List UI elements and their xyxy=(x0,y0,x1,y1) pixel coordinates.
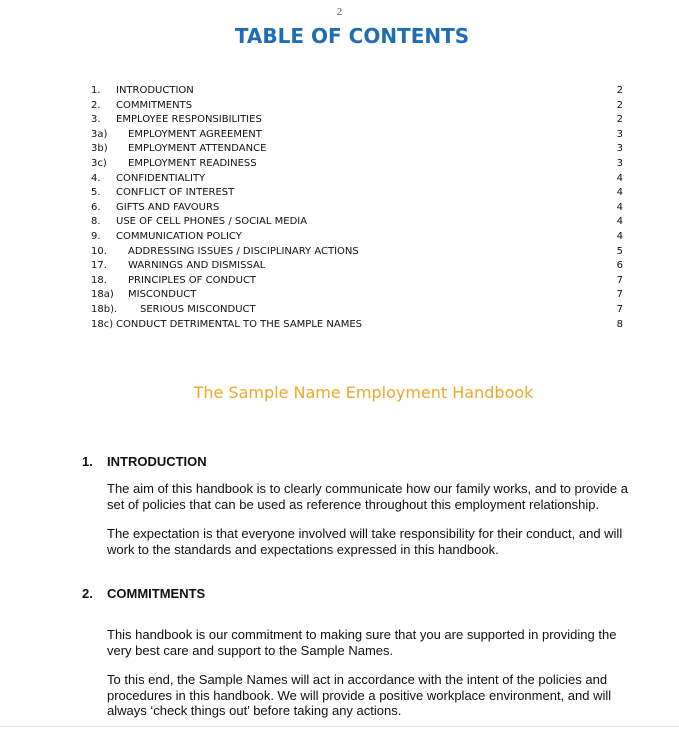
toc-entry-page: 4 xyxy=(616,216,623,228)
toc-entry-label: GIFTS AND FAVOURS xyxy=(116,201,220,213)
toc-entry-number: 18a) xyxy=(91,289,114,301)
section-number: 1. xyxy=(82,454,93,469)
toc-entry-number: 18c) xyxy=(91,318,114,330)
toc-entry-label: WARNINGS AND DISMISSAL xyxy=(128,260,266,272)
toc-entry-number: 1. xyxy=(91,85,101,96)
toc-entry-number: 3a) xyxy=(91,128,108,140)
toc-entry-label: PRINCIPLES OF CONDUCT xyxy=(128,274,257,286)
toc-entry-number: 3b) xyxy=(91,143,108,155)
toc-entry[interactable] xyxy=(91,142,623,157)
toc-entry-page: 5 xyxy=(616,245,623,257)
toc-entry-number: 3. xyxy=(91,114,101,126)
toc-entry-label: COMMITMENTS xyxy=(116,99,193,111)
toc-entry-page: 4 xyxy=(616,230,623,242)
section-title: COMMITMENTS xyxy=(107,586,206,601)
toc-entry-number: 18. xyxy=(91,274,107,286)
toc-entry-page: 2 xyxy=(616,114,623,126)
toc-entry-number: 5. xyxy=(91,187,101,199)
toc-entry-page: 2 xyxy=(616,99,623,111)
toc-entry-page: 7 xyxy=(616,303,623,315)
toc-entry-label: EMPLOYMENT READINESS xyxy=(128,157,257,169)
toc-entry-page: 6 xyxy=(616,260,623,272)
toc-entry[interactable] xyxy=(91,172,623,187)
toc-entry-page: 7 xyxy=(616,289,623,301)
toc-entry-number: 4. xyxy=(91,172,101,184)
paragraph: This handbook is our commitment to making sure that you are supported in providing the very best care and support to the Sample Names. xyxy=(107,627,617,658)
toc-entry-label: COMMUNICATION POLICY xyxy=(116,230,242,242)
toc-entry-label: MISCONDUCT xyxy=(128,289,197,301)
toc-entry-label: SERIOUS MISCONDUCT xyxy=(140,303,256,315)
toc-entry-page: 4 xyxy=(616,201,623,213)
toc-entry-page: 3 xyxy=(616,157,623,169)
toc-entry[interactable] xyxy=(91,84,623,99)
toc-entry-page: 7 xyxy=(616,274,623,286)
toc-entry-page: 4 xyxy=(616,187,623,199)
toc-entry[interactable] xyxy=(91,201,623,216)
toc-entry-label: INTRODUCTION xyxy=(116,85,194,96)
toc-entry-number: 3c) xyxy=(91,157,107,169)
toc-entry-label: CONFLICT OF INTEREST xyxy=(116,187,235,199)
toc-entry[interactable] xyxy=(91,230,623,245)
toc-entry[interactable] xyxy=(91,245,623,260)
toc-entry-number: 6. xyxy=(91,201,101,213)
toc-entry-number: 10. xyxy=(91,245,107,257)
toc-entry-page: 2 xyxy=(616,85,623,96)
toc-entry[interactable] xyxy=(91,318,623,333)
toc-entry-label: USE OF CELL PHONES / SOCIAL MEDIA xyxy=(116,216,308,228)
section-number: 2. xyxy=(82,586,93,601)
toc-entry[interactable] xyxy=(91,157,623,172)
toc-entry-number: 8. xyxy=(91,216,101,228)
toc-title: TABLE OF CONTENTS xyxy=(234,24,470,48)
toc-entry-number: 17. xyxy=(91,260,107,272)
toc-entry-label: CONFIDENTIALITY xyxy=(116,172,206,184)
toc-entry-number: 18b). xyxy=(91,303,118,315)
toc-entry[interactable] xyxy=(91,128,623,143)
toc-entry-label: CONDUCT DETRIMENTAL TO THE SAMPLE NAMES xyxy=(116,318,362,330)
toc-entry-label: EMPLOYEE RESPONSIBILITIES xyxy=(116,114,262,126)
paragraph: To this end, the Sample Names will act in accordance with the intent of the policies and procedures in this handbook. We will provide a positive workplace environment, and will always ‘check things out’ before taking any actions. xyxy=(107,672,612,718)
table-of-contents xyxy=(91,84,623,332)
section-heading-commitments xyxy=(82,586,205,601)
toc-entry-page: 3 xyxy=(616,128,623,140)
toc-entry[interactable] xyxy=(91,288,623,303)
toc-entry-label: EMPLOYMENT AGREEMENT xyxy=(128,128,262,140)
toc-entry[interactable] xyxy=(91,259,623,274)
section-heading-introduction xyxy=(82,454,207,469)
section-title: INTRODUCTION xyxy=(107,454,207,469)
toc-entry-page: 8 xyxy=(616,318,623,330)
page-bottom-divider xyxy=(0,726,679,727)
handbook-title: The Sample Name Employment Handbook xyxy=(193,383,534,402)
toc-entry-number: 2. xyxy=(91,99,101,111)
toc-entry[interactable] xyxy=(91,274,623,289)
toc-entry[interactable] xyxy=(91,215,623,230)
toc-entry[interactable] xyxy=(91,186,623,201)
toc-entry[interactable] xyxy=(91,303,623,318)
toc-entry-page: 3 xyxy=(616,143,623,155)
page-number: 2 xyxy=(336,6,343,18)
toc-entry-number: 9. xyxy=(91,230,101,242)
paragraph: The aim of this handbook is to clearly communicate how our family works, and to provide a set of policies that can be used as reference throughout this employment relationship. xyxy=(107,481,628,512)
toc-entry-label: ADDRESSING ISSUES / DISCIPLINARY ACTIONS xyxy=(128,245,359,257)
toc-entry-page: 4 xyxy=(616,172,623,184)
toc-entry[interactable] xyxy=(91,113,623,128)
toc-entry-label: EMPLOYMENT ATTENDANCE xyxy=(128,143,267,155)
toc-entry[interactable] xyxy=(91,99,623,114)
paragraph: The expectation is that everyone involved will take responsibility for their conduct, and will work to the standards and expectations expressed in this handbook. xyxy=(107,526,623,557)
